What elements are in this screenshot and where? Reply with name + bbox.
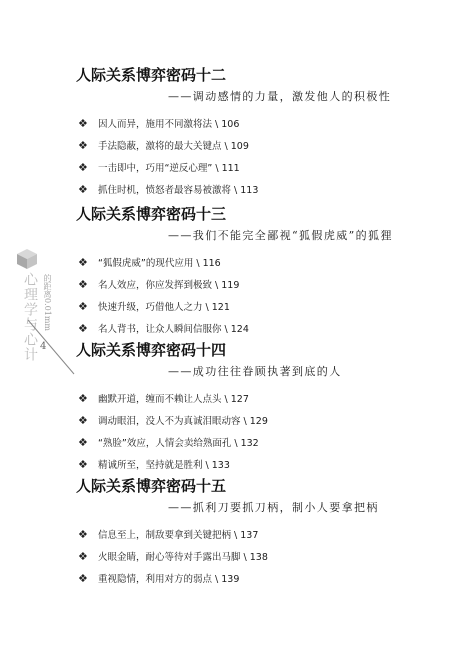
toc-entry[interactable]: ❖ 名人效应，你应发挥到极致 \ 119 [78,277,240,291]
book-title: 心理学与心计 [22,272,38,362]
sidebar-decoration [14,248,60,378]
toc-entry[interactable]: ❖ 名人背书，让众人瞬间信服你 \ 124 [78,321,249,335]
diamond-bullet-icon: ❖ [78,321,88,335]
diamond-bullet-icon: ❖ [78,527,88,541]
diamond-bullet-icon: ❖ [78,299,88,313]
toc-entry[interactable]: ❖ 抓住时机，愤怒者最容易被激将 \ 113 [78,182,259,196]
section-title: 人际关系博弈密码十二 [76,66,227,84]
toc-entry[interactable]: ❖ 火眼金睛，耐心等待对手露出马脚 \ 138 [78,549,268,563]
diamond-bullet-icon: ❖ [78,435,88,449]
diamond-bullet-icon: ❖ [78,571,88,585]
toc-entry[interactable]: ❖ 手法隐蔽，激将的最大关键点 \ 109 [78,138,249,152]
toc-entry[interactable]: ❖ “熟脸”效应，人情会卖给熟面孔 \ 132 [78,435,259,449]
toc-entry[interactable]: ❖ “狐假虎威”的现代应用 \ 116 [78,255,221,269]
book-subtitle: 的距离0.01mm [43,274,52,331]
section-title: 人际关系博弈密码十五 [76,477,227,495]
section-13 [76,205,393,339]
page-number: 4 [40,341,47,352]
section-title: 人际关系博弈密码十三 [76,205,227,223]
section-12 [76,66,392,200]
diamond-bullet-icon: ❖ [78,391,88,405]
toc-entry[interactable]: ❖ 精诚所至，坚持就是胜利 \ 133 [78,457,230,471]
diamond-bullet-icon: ❖ [78,255,88,269]
section-title: 人际关系博弈密码十四 [76,341,227,359]
cube-icon [16,248,38,270]
toc-entry[interactable]: ❖ 一击即中，巧用“逆反心理” \ 111 [78,160,240,174]
section-14 [76,341,376,475]
diamond-bullet-icon: ❖ [78,277,88,291]
toc-entry[interactable]: ❖ 调动眼泪，没人不为真诚泪眼动容 \ 129 [78,413,268,427]
toc-entry[interactable]: ❖ 因人而异，施用不同激将法 \ 106 [78,116,240,130]
toc-entry[interactable]: ❖ 信息至上，制敌要拿到关键把柄 \ 137 [78,527,259,541]
section-subtitle: ——调动感情的力量，激发他人的积极性 [168,90,392,103]
section-subtitle: ——我们不能完全鄙视“狐假虎威”的狐狸 [168,229,393,242]
toc-entry[interactable]: ❖ 重视隐情，利用对方的弱点 \ 139 [78,571,240,585]
diamond-bullet-icon: ❖ [78,182,88,196]
diamond-bullet-icon: ❖ [78,116,88,130]
divider-line [24,318,84,378]
section-15 [76,477,379,589]
diamond-bullet-icon: ❖ [78,160,88,174]
diamond-bullet-icon: ❖ [78,413,88,427]
toc-entry[interactable]: ❖ 快速升级，巧借他人之力 \ 121 [78,299,230,313]
toc-entry[interactable]: ❖ 幽默开道，缠而不赖让人点头 \ 127 [78,391,249,405]
diamond-bullet-icon: ❖ [78,138,88,152]
section-subtitle: ——成功往往眷顾执著到底的人 [168,365,342,378]
diamond-bullet-icon: ❖ [78,457,88,471]
diamond-bullet-icon: ❖ [78,549,88,563]
section-subtitle: ——抓利刀要抓刀柄，制小人要拿把柄 [168,501,379,514]
